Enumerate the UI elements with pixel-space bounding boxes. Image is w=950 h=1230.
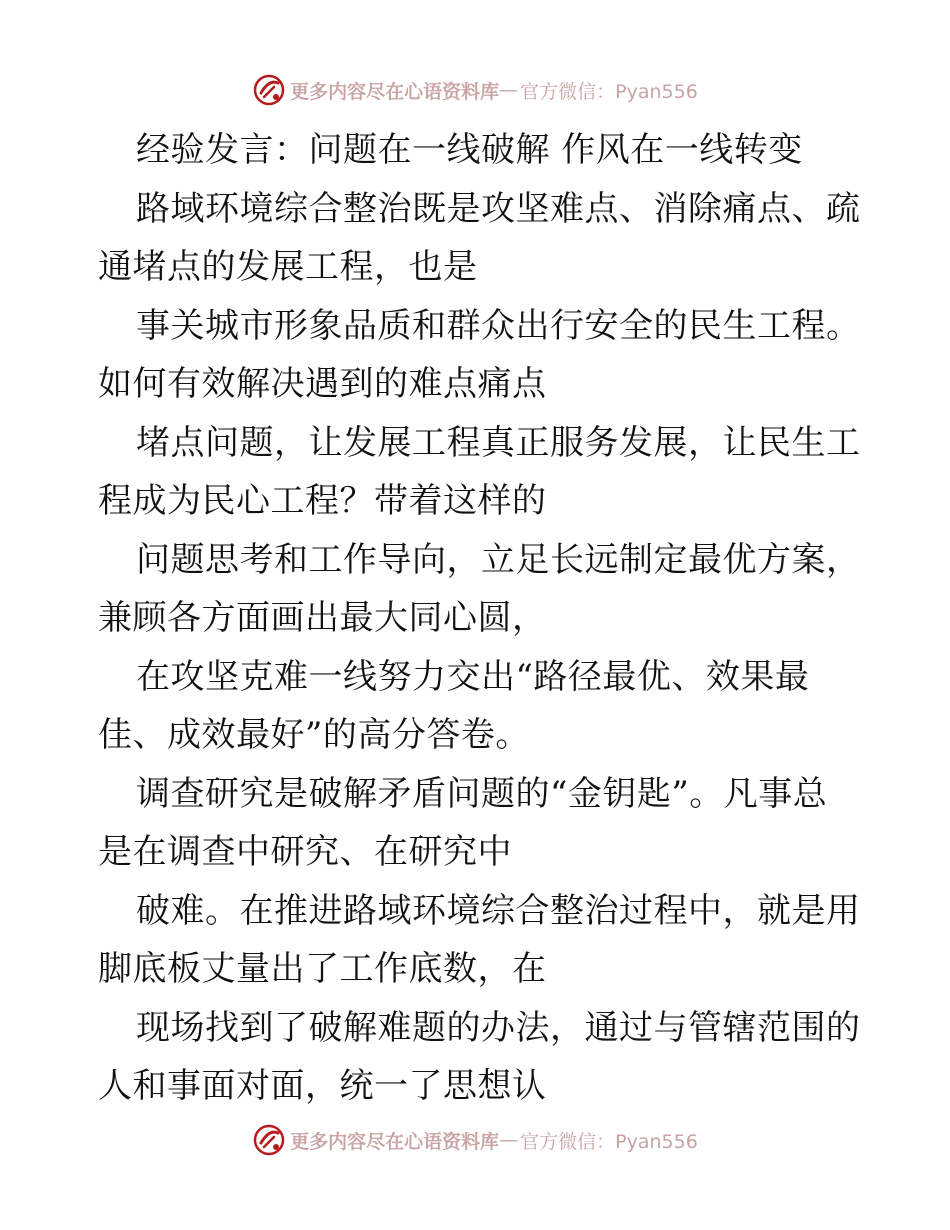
watermark-site-text: 更多内容尽在心语资料库 — [290, 80, 500, 103]
document-line: 佳、成效最好”的高分答卷。 — [98, 715, 530, 755]
watermark-contact-text: 官方微信：Pyan556 — [520, 1130, 698, 1153]
library-logo-icon — [252, 73, 286, 107]
document-line: 现场找到了破解难题的办法，通过与管辖范围的 — [136, 1007, 861, 1048]
document-line: 调查研究是破解矛盾问题的“金钥匙”。凡事总 — [136, 773, 828, 814]
document-line: 破难。在推进路域环境综合整治过程中，就是用 — [136, 890, 861, 931]
document-line: 兼顾各方面画出最大同心圆， — [98, 598, 547, 638]
library-logo-icon — [252, 1123, 286, 1157]
document-line: 是在调查中研究、在研究中 — [98, 832, 512, 872]
header-watermark — [0, 70, 950, 110]
document-line: 如何有效解决遇到的难点痛点 — [98, 364, 547, 404]
watermark-contact-text: 官方微信：Pyan556 — [520, 80, 698, 103]
document-line: 人和事面对面，统一了思想认 — [98, 1066, 547, 1106]
watermark-separator: — — [499, 1129, 519, 1151]
document-line: 事关城市形象品质和群众出行安全的民生工程。 — [136, 305, 861, 346]
document-line: 脚底板丈量出了工作底数，在 — [98, 949, 547, 989]
document-line: 经验发言：问题在一线破解 作风在一线转变 — [136, 130, 803, 170]
document-line: 堵点问题，让发展工程真正服务发展，让民生工 — [136, 422, 861, 463]
document-line: 问题思考和工作导向，立足长远制定最优方案， — [136, 539, 861, 580]
document-line: 路域环境综合整治既是攻坚难点、消除痛点、疏 — [136, 188, 861, 229]
watermark-site-text: 更多内容尽在心语资料库 — [290, 1130, 500, 1153]
document-line: 在攻坚克难一线努力交出“路径最优、效果最 — [136, 656, 810, 697]
watermark-separator: — — [499, 79, 519, 101]
document-body — [98, 121, 861, 1116]
document-line: 通堵点的发展工程，也是 — [98, 247, 478, 287]
footer-watermark — [0, 1120, 950, 1160]
document-line: 程成为民心工程？带着这样的 — [98, 481, 547, 521]
